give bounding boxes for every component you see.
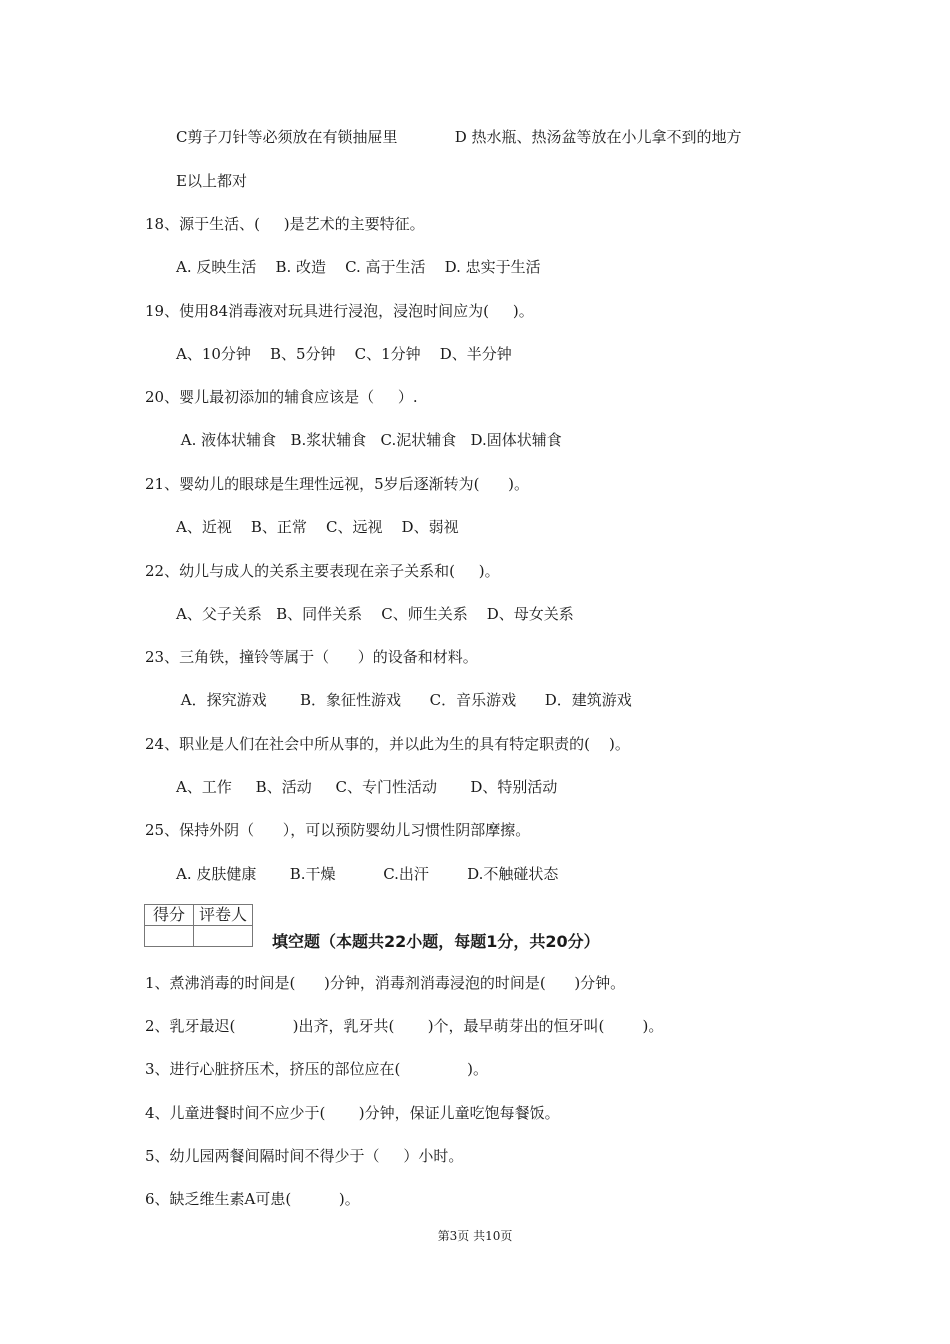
answer-options: A、工作 B、活动 C、专门性活动 D、特别活动 — [176, 778, 558, 796]
question-text: 2、乳牙最迟( )出齐，乳牙共( )个，最早萌芽出的恒牙叫( )。 — [145, 1017, 664, 1035]
question-text: 1、煮沸消毒的时间是( )分钟，消毒剂消毒浸泡的时间是( )分钟。 — [145, 974, 626, 992]
answer-options: A、10分钟 B、5分钟 C、1分钟 D、半分钟 — [176, 345, 512, 363]
answer-options: A. 液体状辅食 B.浆状辅食 C.泥状辅食 D.固体状辅食 — [176, 431, 562, 449]
question-text: 24、职业是人们在社会中所从事的，并以此为生的具有特定职责的( )。 — [145, 735, 630, 753]
question-text: 4、儿童进餐时间不应少于( )分钟，保证儿童吃饱每餐饭。 — [145, 1104, 560, 1122]
grader-cell[interactable] — [194, 926, 253, 947]
question-text: 19、使用84消毒液对玩具进行浸泡，浸泡时间应为( )。 — [145, 302, 534, 320]
question-text: 18、源于生活、( )是艺术的主要特征。 — [145, 215, 425, 233]
answer-options: A、近视 B、正常 C、远视 D、弱视 — [176, 518, 459, 536]
question-text: 6、缺乏维生素A可患( )。 — [145, 1190, 360, 1208]
question-text: 23、三角铁，撞铃等属于（ ）的设备和材料。 — [145, 648, 478, 666]
answer-options: E以上都对 — [176, 172, 247, 190]
answer-options: A、父子关系 B、同伴关系 C、师生关系 D、母女关系 — [176, 605, 574, 623]
question-text: 25、保持外阴（ ），可以预防婴幼儿习惯性阴部摩擦。 — [145, 821, 531, 839]
question-text: 3、进行心脏挤压术，挤压的部位应在( )。 — [145, 1060, 489, 1078]
question-text: 5、幼儿园两餐间隔时间不得少于（ ）小时。 — [145, 1147, 464, 1165]
section-title: 填空题（本题共22小题，每题1分，共20分） — [272, 932, 600, 951]
answer-options: A．探究游戏 B．象征性游戏 C．音乐游戏 D．建筑游戏 — [176, 691, 632, 709]
score-box — [144, 904, 253, 947]
question-text: 20、婴儿最初添加的辅食应该是（ ）. — [145, 388, 418, 406]
answer-options: C剪子刀针等必须放在有锁抽屉里 D 热水瓶、热汤盆等放在小儿拿不到的地方 — [176, 128, 742, 146]
answer-options: A. 皮肤健康 B.干燥 C.出汗 D.不触碰状态 — [176, 865, 559, 883]
question-text: 21、婴幼儿的眼球是生理性远视，5岁后逐渐转为( )。 — [145, 475, 529, 493]
score-label: 得分 — [145, 905, 194, 926]
score-cell[interactable] — [145, 926, 194, 947]
grader-label: 评卷人 — [194, 905, 253, 926]
question-text: 22、幼儿与成人的关系主要表现在亲子关系和( )。 — [145, 562, 500, 580]
page-footer: 第3页 共10页 — [437, 1229, 513, 1243]
answer-options: A. 反映生活 B. 改造 C. 高于生活 D. 忠实于生活 — [176, 258, 541, 276]
